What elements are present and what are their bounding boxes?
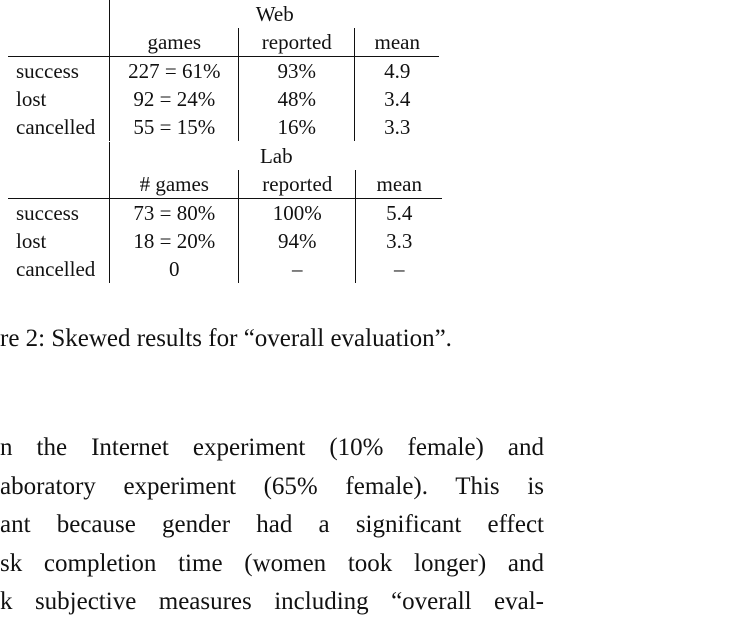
body-paragraph [0,429,544,622]
reported-cell: 16% [239,113,355,141]
lab-corner-cell-2 [8,170,110,199]
reported-cell: 48% [239,85,355,113]
paragraph-line: aboratory experiment (65% female). This is [0,472,544,500]
reported-cell: – [239,255,356,283]
web-header-reported: reported [239,28,355,57]
mean-cell: 3.3 [355,113,440,141]
reported-cell: 94% [239,227,356,255]
table-row [8,227,442,255]
table-row [8,199,442,228]
lab-group-label: Lab [110,142,443,170]
lab-header-reported: reported [239,170,356,199]
paragraph-line: sk completion time (women took longer) and [0,549,544,577]
web-corner-cell-2 [8,28,110,57]
reported-cell: 93% [239,57,355,86]
lab-header-mean: mean [356,170,443,199]
row-label: lost [16,87,47,111]
web-group-label: Web [110,0,440,28]
row-label: cancelled [16,257,96,281]
mean-cell: 4.9 [355,57,440,86]
web-corner-cell [8,0,110,28]
mean-cell: 3.4 [355,85,440,113]
games-cell: 227 = 61% [110,57,239,86]
lab-header-games: # games [110,170,239,199]
mean-cell: – [356,255,443,283]
web-results-table [8,0,439,141]
web-group-header-row [8,0,439,28]
paragraph-line: ant because gender had a significant effect [0,511,544,538]
table-row [8,255,442,283]
games-cell: 18 = 20% [110,227,239,255]
lab-column-header-row [8,170,442,199]
figure-caption: re 2: Skewed results for “overall evaluation”. [0,325,452,352]
games-cell: 92 = 24% [110,85,239,113]
lab-group-header-row [8,142,442,170]
row-label: success [16,59,79,83]
games-cell: 55 = 15% [110,113,239,141]
table-row [8,57,439,86]
mean-cell: 3.3 [356,227,443,255]
lab-corner-cell [8,142,110,170]
row-label: cancelled [16,115,96,139]
paragraph-line: k subjective measures including “overall eval- [0,588,544,615]
games-cell: 73 = 80% [110,199,239,228]
web-header-mean: mean [355,28,440,57]
lab-results-table [8,142,442,283]
paragraph-line: n the Internet experiment (10% female) and [0,434,544,461]
games-cell: 0 [110,255,239,283]
web-column-header-row [8,28,439,57]
table-row [8,113,439,141]
web-header-games: games [110,28,239,57]
table-row [8,85,439,113]
reported-cell: 100% [239,199,356,228]
mean-cell: 5.4 [356,199,443,228]
row-label: success [16,201,79,225]
row-label: lost [16,229,47,253]
